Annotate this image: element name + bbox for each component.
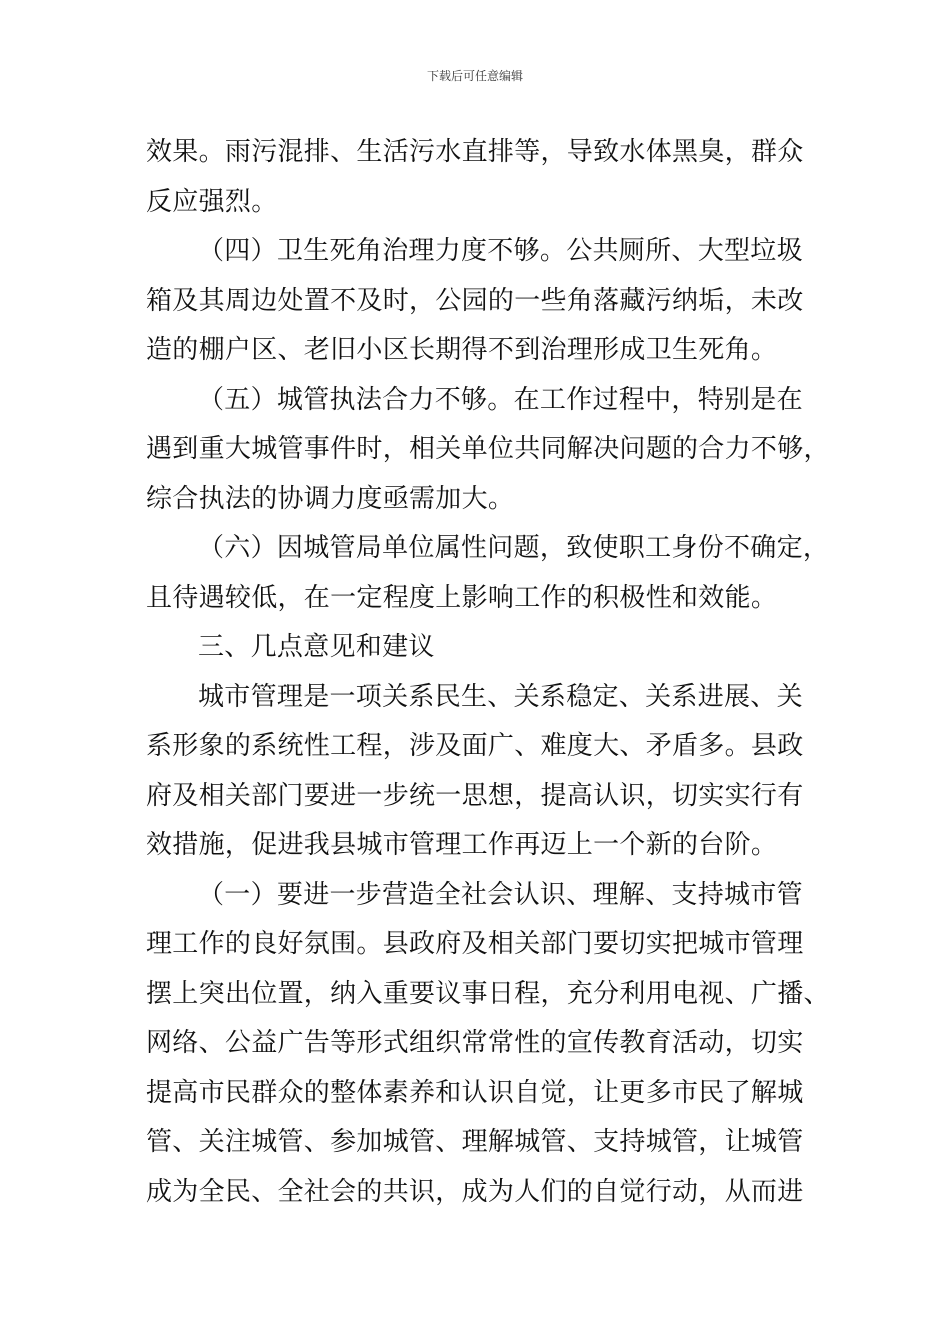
text-line: 系形象的系统性工程，涉及面广、难度大、矛盾多。县政	[146, 731, 804, 761]
text-line: 摆上突出位置，纳入重要议事日程，充分利用电视、广播、	[146, 978, 830, 1009]
text-line: 府及相关部门要进一步统一思想，提高认识，切实实行有	[146, 780, 804, 811]
text-line: 管、关注城管、参加城管、理解城管、支持城管，让城管	[146, 1127, 804, 1157]
text-line: 提高市民群众的整体素养和认识自觉，让更多市民了解城	[146, 1077, 804, 1108]
text-line: 成为全民、全社会的共识，成为人们的自觉行动，从而进	[146, 1176, 804, 1207]
text-line: 理工作的良好氛围。县政府及相关部门要切实把城市管理	[146, 929, 804, 959]
text-line: （五）城管执法合力不够。在工作过程中，特别是在	[198, 384, 803, 415]
text-line: 网络、公益广告等形式组织常常性的宣传教育活动，切实	[146, 1028, 804, 1058]
text-line: （六）因城管局单位属性问题，致使职工身份不确定，	[198, 533, 830, 563]
text-line: 综合执法的协调力度亟需加大。	[146, 483, 515, 514]
section-heading: 三、几点意见和建议	[198, 632, 435, 662]
document-body	[146, 128, 830, 1217]
text-line: 效措施，促进我县城市管理工作再迈上一个新的台阶。	[146, 830, 778, 860]
text-line: 遇到重大城管事件时，相关单位共同解决问题的合力不够，	[146, 434, 830, 464]
page-header: 下载后可任意编辑	[426, 69, 523, 83]
text-line: （一）要进一步营造全社会认识、理解、支持城市管	[198, 879, 803, 910]
text-line: 造的棚户区、老旧小区长期得不到治理形成卫生死角。	[146, 335, 778, 365]
text-line: 且待遇较低，在一定程度上影响工作的积极性和效能。	[146, 582, 778, 613]
text-line: （四）卫生死角治理力度不够。公共厕所、大型垃圾	[198, 236, 803, 266]
text-line: 效果。雨污混排、生活污水直排等，导致水体黑臭，群众	[146, 137, 804, 167]
text-line: 箱及其周边处置不及时，公园的一些角落藏污纳垢，未改	[146, 285, 804, 316]
text-line: 城市管理是一项关系民生、关系稳定、关系进展、关	[198, 681, 803, 712]
text-line: 反应强烈。	[146, 186, 278, 217]
